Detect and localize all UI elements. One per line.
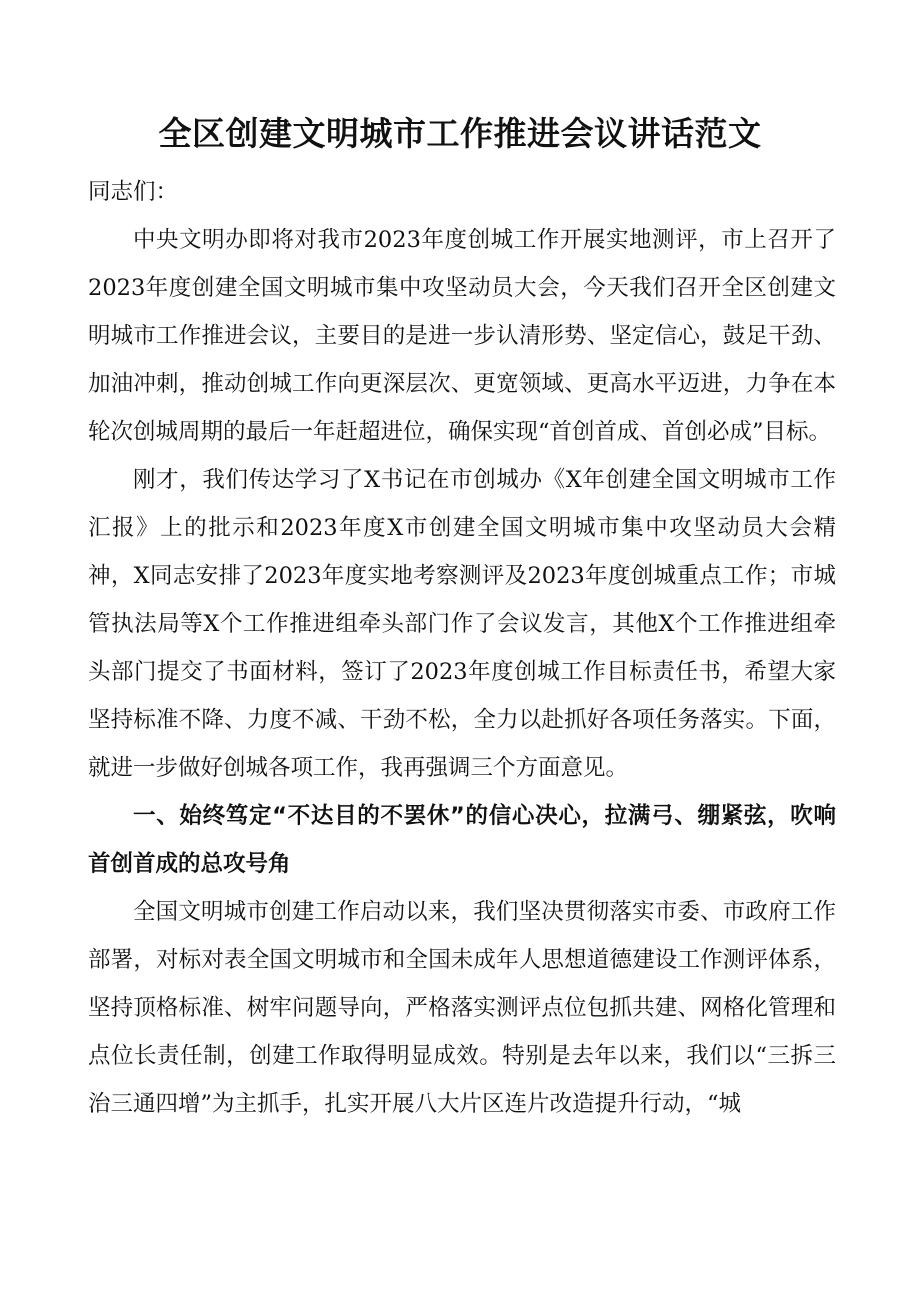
- salutation: 同志们：: [88, 179, 179, 205]
- document-title: 全区创建文明城市工作推进会议讲话范文: [158, 114, 762, 153]
- section-heading: 一、始终笃定“不达目的不罢休”的信心决心，拉满弓、绷紧弦，吹响首创首成的总攻号角: [88, 803, 836, 877]
- paragraph-section-one: 全国文明城市创建工作启动以来，我们坚决贯彻落实市委、市政府工作部署，对标对表全国文明城市和全国未成年人思想道德建设工作测评体系，坚持顶格标准、树牢问题导向，严格落实测评点位包抓共建、网格化管理和点位长责任制，创建工作取得明显成效。特别是去年以来，我们以“三拆三治三通四增”为主抓手，扎实开展八大片区连片改造提升行动，“城: [88, 899, 836, 1117]
- paragraph-review: 刚才，我们传达学习了X书记在市创城办《X年创建全国文明城市工作汇报》上的批示和2023年度X市创建全国文明城市集中攻坚动员大会精神，X同志安排了2023年度实地考察测评及2023年度创城重点工作；市城管执法局等X个工作推进组牵头部门作了会议发言，其他X个工作推进组牵头部门提交了书面材料，签订了2023年度创城工作目标责任书，希望大家坚持标准不降、力度不减、干劲不松，全力以赴抓好各项任务落实。下面，就进一步做好创城各项工作，我再强调三个方面意见。: [88, 467, 836, 781]
- document-body: [88, 168, 836, 1128]
- paragraph-intro: 中央文明办即将对我市2023年度创城工作开展实地测评，市上召开了2023年度创建全国文明城市集中攻坚动员大会，今天我们召开全区创建文明城市工作推进会议，主要目的是进一步认清形势、坚定信心，鼓足干劲、加油冲刺，推动创城工作向更深层次、更宽领域、更高水平迈进，力争在本轮次创城周期的最后一年赶超进位，确保实现“首创首成、首创必成”目标。: [88, 227, 836, 445]
